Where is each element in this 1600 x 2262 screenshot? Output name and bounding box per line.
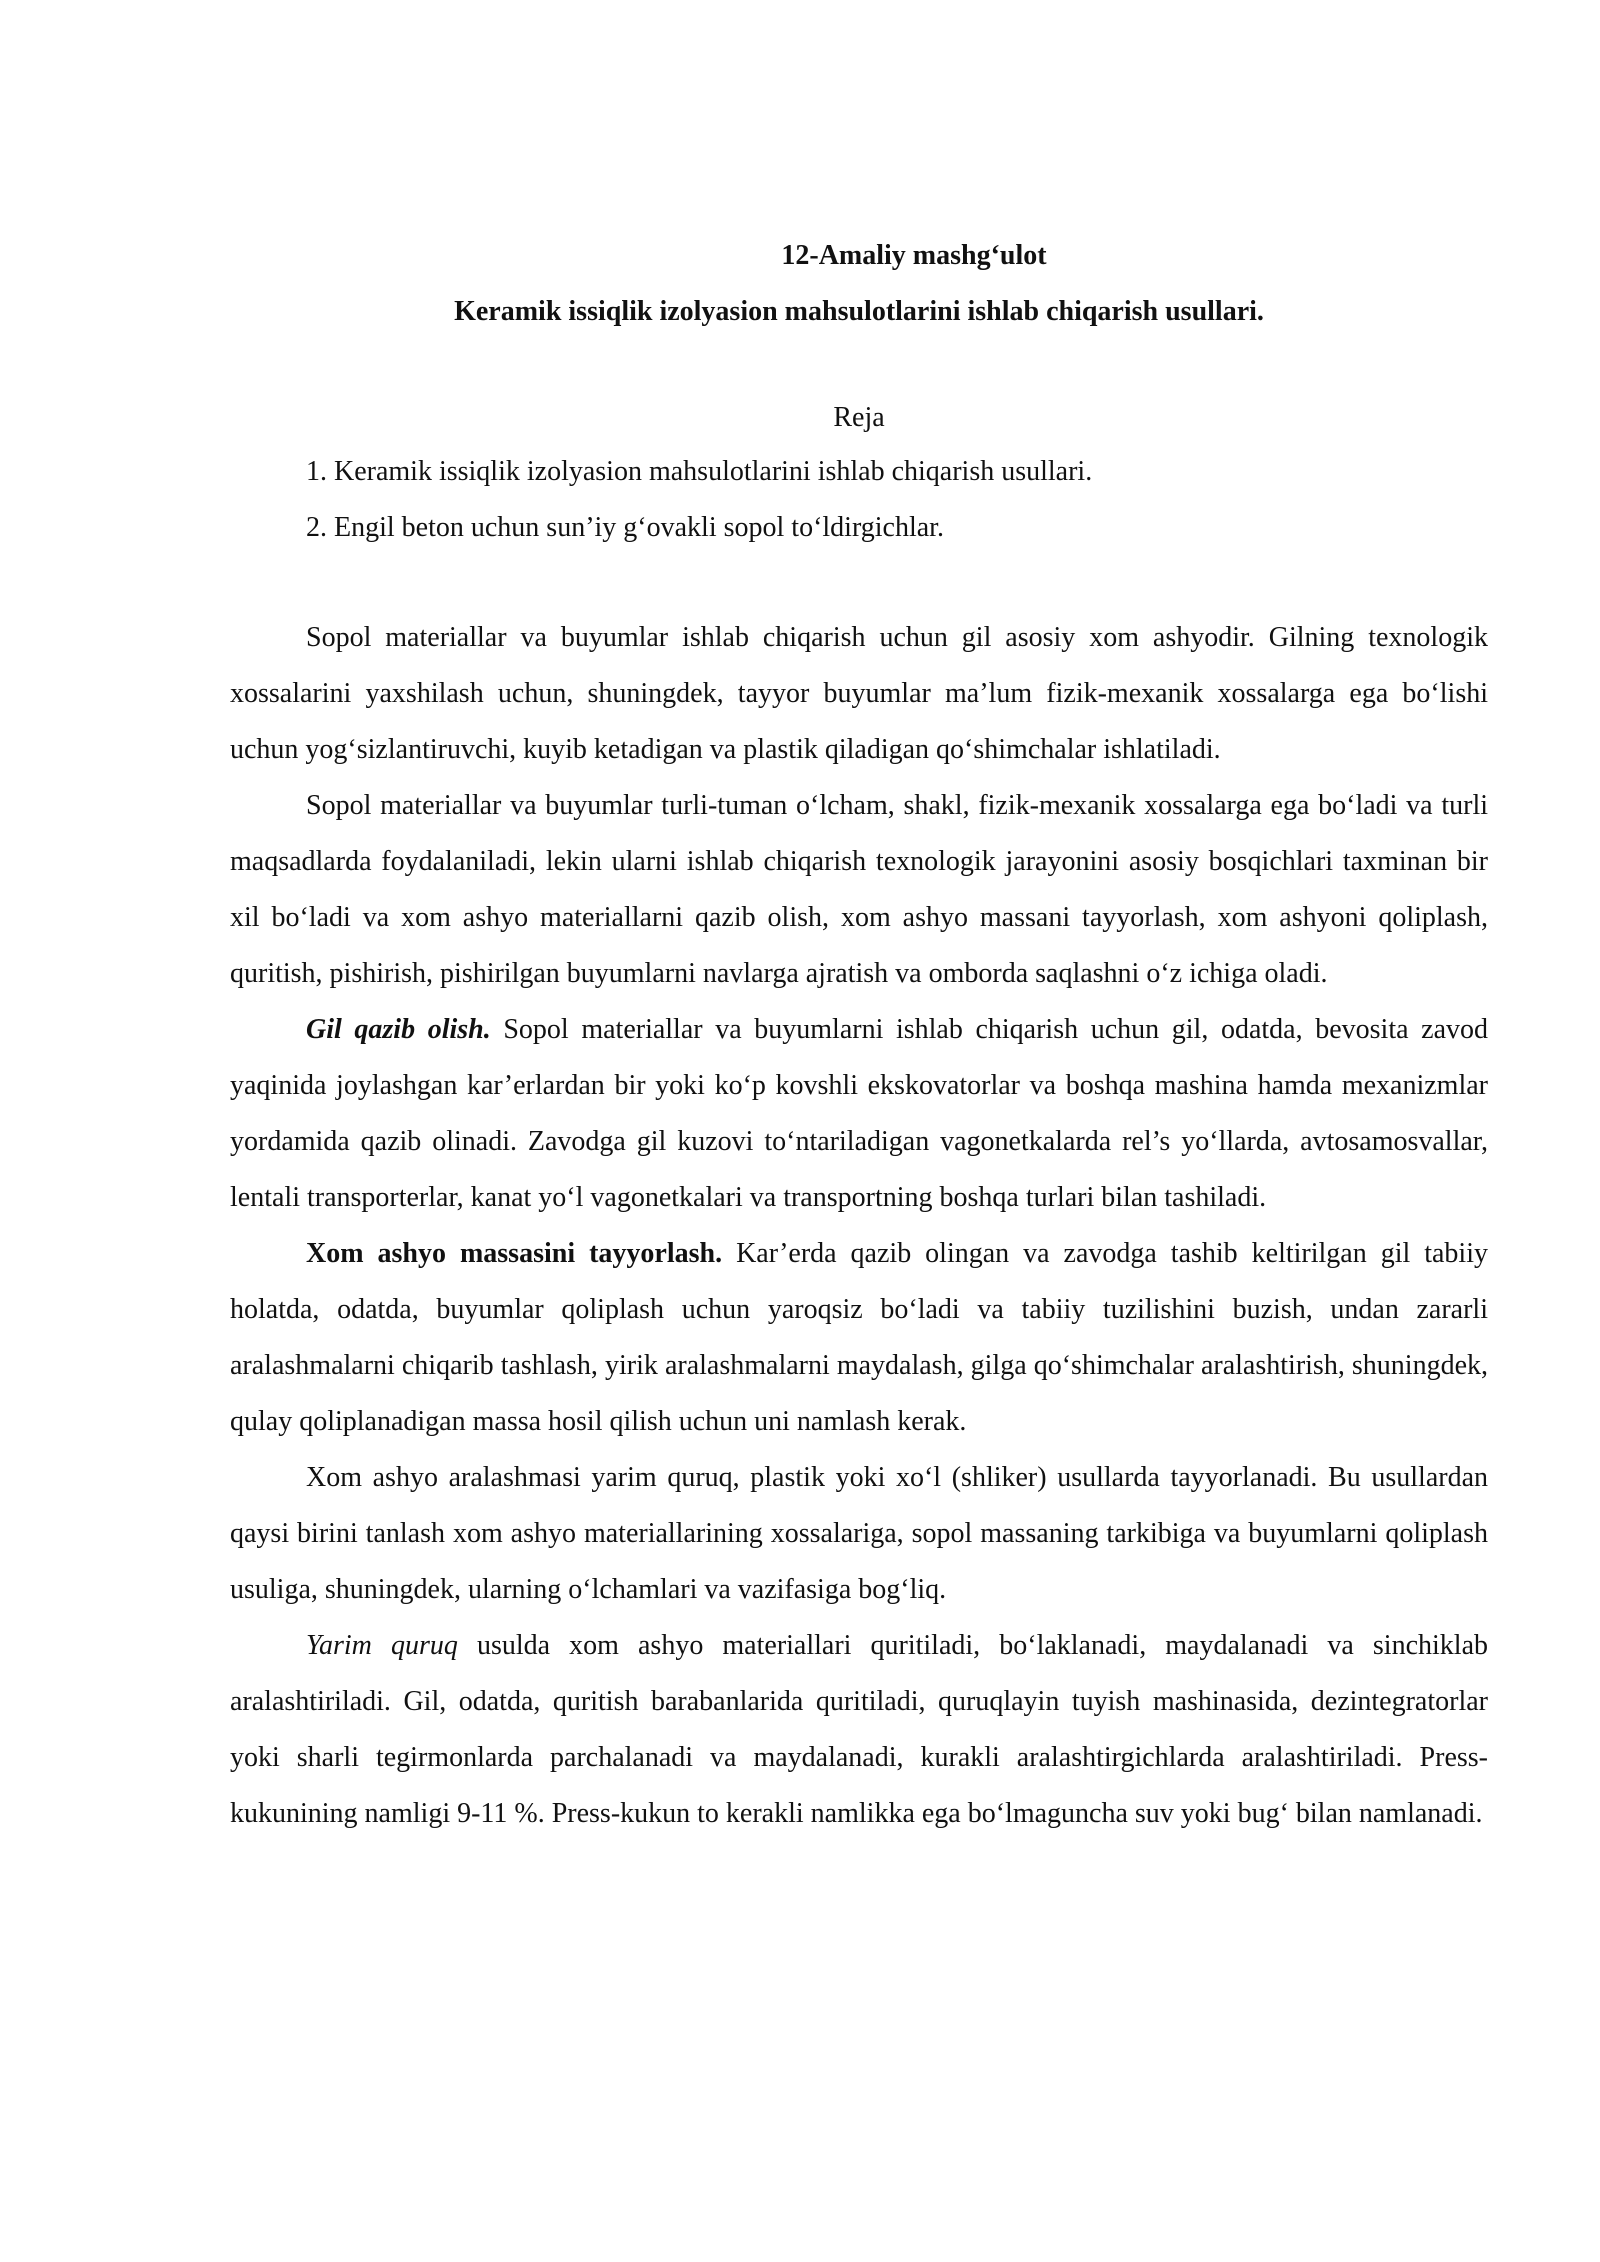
plan-item-1: 1. Keramik issiqlik izolyasion mahsulotlarini ishlab chiqarish usullari.	[306, 456, 1093, 487]
paragraph-4	[230, 1226, 1488, 1450]
paragraph-4-text: Kar’erda qazib olingan va zavodga tashib keltirilgan gil tabiiy holatda, odatda, buyumlar qoliplash uchun yaroqsiz bo‘ladi va tabiiy tuzilishini buzish, undan zararli aralashmalarni chiqarib tashlash, yirik aralashmalarni maydalash, gilga qo‘shimchalar aralashtirish, shuningdek, qulay qoliplanadigan massa hosil qilish uchun uni namlash kerak.	[230, 1238, 1488, 1437]
document-subtitle: Keramik issiqlik izolyasion mahsulotlarini ishlab chiqarish usullari.	[454, 296, 1264, 327]
plan-list	[230, 444, 1488, 556]
paragraph-3-lead: Gil qazib olish.	[306, 1014, 491, 1045]
paragraph-3-text: Sopol materiallar va buyumlarni ishlab chiqarish uchun gil, odatda, bevosita zavod yaqinida joylashgan kar’erlardan bir yoki ko‘p kovshli ekskovatorlar va boshqa mashina hamda mexanizmlar yordamida qazib olinadi. Zavodga gil kuzovi to‘ntariladigan vagonetkalarda rel’s yo‘llarda, avtosamosvallar, lentali transporterlar, kanat yo‘l vagonetkalari va transportning boshqa turlari bilan tashiladi.	[230, 1014, 1488, 1213]
paragraph-6-text: usulda xom ashyo materiallari quritiladi, bo‘laklanadi, maydalanadi va sinchiklab aralashtiriladi. Gil, odatda, quritish barabanlarida quritiladi, quruqlayin tuyish mashinasida, dezintegratorlar yoki sharli tegirmonlarda parchalanadi va maydalanadi, kurakli aralashtirgichlarda aralashtiriladi. Press-kukunining namligi 9-11 %. Press-kukun to kerakli namlikka ega bo‘lmaguncha suv yoki bug‘ bilan namlanadi.	[230, 1630, 1488, 1829]
paragraph-6-lead: Yarim quruq	[306, 1630, 458, 1661]
paragraph-4-lead: Xom ashyo massasini tayyorlash.	[306, 1238, 723, 1269]
paragraph-3	[230, 1002, 1488, 1226]
plan-heading: Reja	[833, 402, 885, 433]
paragraph-6	[230, 1618, 1488, 1842]
paragraph-2: Sopol materiallar va buyumlar turli-tuman o‘lcham, shakl, fizik-mexanik xossalarga ega bo‘ladi va turli maqsadlarda foydalaniladi, lekin ularni ishlab chiqarish texnologik jarayonini asosiy bosqichlari taxminan bir xil bo‘ladi va xom ashyo materiallarni qazib olish, xom ashyo massani tayyorlash, xom ashyoni qoliplash, quritish, pishirish, pishirilgan buyumlarni navlarga ajratish va omborda saqlashni o‘z ichiga oladi.	[230, 790, 1488, 989]
plan-item-2: 2. Engil beton uchun sun’iy g‘ovakli sopol to‘ldirgichlar.	[306, 512, 944, 543]
document-title: 12-Amaliy mashg‘ulot	[781, 240, 1047, 271]
document-content	[230, 232, 1488, 1842]
paragraph-5: Xom ashyo aralashmasi yarim quruq, plastik yoki xo‘l (shliker) usullarda tayyorlanadi. Bu usullardan qaysi birini tanlash xom ashyo materiallarining xossalariga, sopol massaning tarkibiga va buyumlarni qoliplash usuliga, shuningdek, ularning o‘lchamlari va vazifasiga bog‘liq.	[230, 1462, 1488, 1605]
paragraph-1: Sopol materiallar va buyumlar ishlab chiqarish uchun gil asosiy xom ashyodir. Gilning texnologik xossalarini yaxshilash uchun, shuningdek, tayyor buyumlar ma’lum fizik-mexanik xossalarga ega bo‘lishi uchun yog‘sizlantiruvchi, kuyib ketadigan va plastik qiladigan qo‘shimchalar ishlatiladi.	[230, 622, 1488, 765]
